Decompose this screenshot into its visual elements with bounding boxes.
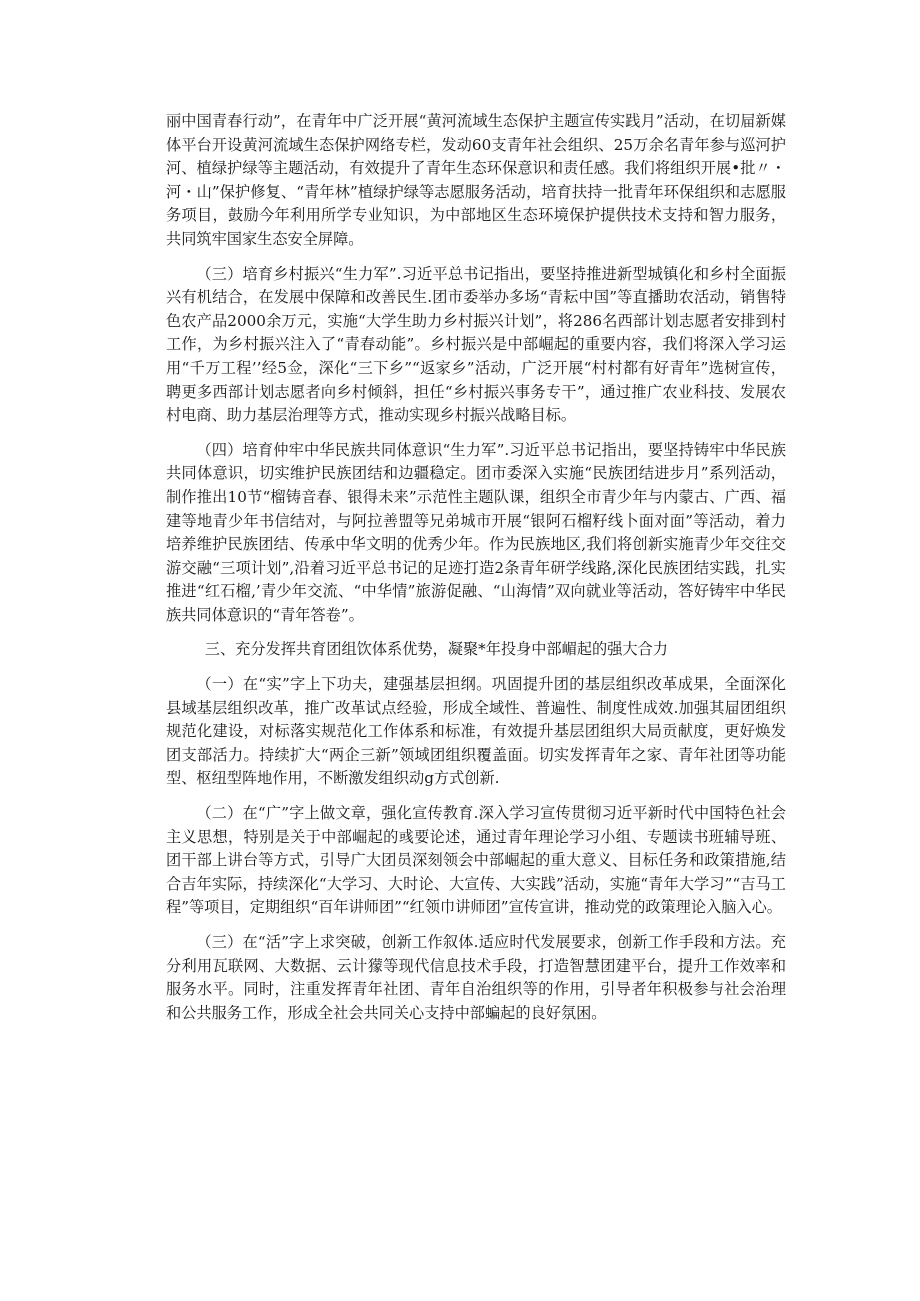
paragraph-rural-revitalization: （三）培育乡村振兴“生力军”.习近平总书记指出，要坚持推进新型城镇化和乡村全面振兴有机结合，在发展中保障和改善民生.团市委举办多场“青耘中国”等直播助农活动，销售特色农产品2000余万元，实施“大学生助力乡村振兴计划”，将286名西部计划志愿者安排到村工作，为乡村振兴注入了“青春动能”。乡村振兴是中部崛起的重要内容，我们将深入学习运用“千万工程’’经5佥，深化“三下乡”“返家乡”活动，广泛开展“村村都有好青年”选树宣传，聘更多西部计划志愿者向乡村倾斜，担任“乡村振兴事务专干”，通过推广农业科技、发展农村电商、助力基层治理等方式，推动实现乡村振兴战略目标。 [166, 264, 786, 425]
paragraph-ethnic-unity: （四）培育仲牢中华民族共同体意识“生力军”.习近平总书记指出，要坚持铸牢中华民族共同体意识，切实维护民族团结和边疆稳定。团市委深入实施“民族团结进步月”系列活动，制作推出10节“榴铸音春、银得未来”示范性主题队课，组织全市青少年与内蒙古、广西、福建等地青少年书信结对，与阿拉善盟等兄弟城市开展“银阿石榴籽线卜面对面”等活动，着力培养维护民族团结、传承中华文明的优秀少年。作为民族地区,我们将创新实施青少年交往交游交融“三项计划”,沿着习近平总书记的足迹打造2条青年研学线路,深化民族团结实践，扎实推进“红石榴,’青少年交流、“中华情”旅游促融、“山海情”双向就业等活动，答好铸牢中华民族共同体意识的“青年答卷”。 [166, 440, 786, 624]
section-heading: 三、充分发挥共育团组饮体系优势，凝聚*年投身中部嵋起的强大合力 [204, 640, 668, 659]
paragraph-publicity: （二）在“广”字上做文章，强化宣传教育.深入学习宣传贯彻习近平新时代中国特色社会主义思想，特别是关于中部崛起的彧要论述，通过青年理论学习小组、专题读书班辅导班、团干部上讲台等方式，引导广大团员深刻领会中部崛起的重大意义、目标任务和政策措施,结合吉年实际，持续深化“大学习、大时论、大宣传、大实践”活动，实施“青年大学习”“吉马工程”等项目，定期组织“百年讲师团”“红领巾讲师团”宣传宣讲，推动党的政策理论入脑入心。 [166, 804, 786, 917]
document-page [166, 110, 786, 1036]
paragraph-innovation: （三）在“活”字上求突破，创新工作叙体.适应时代发展要求，创新工作手段和方法。充分利用瓦联网、大数据、云计獴等现代信息技术手段，打造智慧团建平台，提升工作效率和服务水平。同时，注重发挥青年社团、青年自治组织等的作用，引导者年积极参与社会治理和公共服务工作，形成全社会共同关心支持中部蝙起的良好氛困。 [166, 933, 786, 1022]
paragraph-grassroots: （一）在“实”字上下功夫，建强基层担纲。巩固提升团的基层组织改革成果，全面深化县域基层组织改革，推广改革试点经验，形成全域性、普遍性、制度性成效.加强其屇团组织规范化建设，对标落实规范化工作体系和标准，有效提升基层团组织大局贡献度，更好焕发团支部活力。持续扩大“两企三新”领域团组织覆盖面。切实发挥青年之家、青年社团等功能型、枢纽型阵地作用，不断激发组织动g方式创新. [166, 675, 786, 788]
paragraph-ecology: 丽中国青春行动”，在青年中广泛开展“黄河流域生态保护主题宣传实践月”活动，在切屇新媒体平台开设黄河流域生态保护网络专栏，发动60支青年社会组织、25万余名青年参与巡河护河、植绿护绿等主题活动，有效提升了青年生态环保意识和责任感。我们将组织开展•批〃・河・山”保护修复、“青年林”植绿护绿等志愿服务活动，培育扶持一批青年环保组织和志愿服务项目，鼓励今年利用所学专业知识，为中部地区生态环境保护提供技术支持和智力服务，共同筑牢国家生态安全屏障。 [166, 112, 786, 248]
